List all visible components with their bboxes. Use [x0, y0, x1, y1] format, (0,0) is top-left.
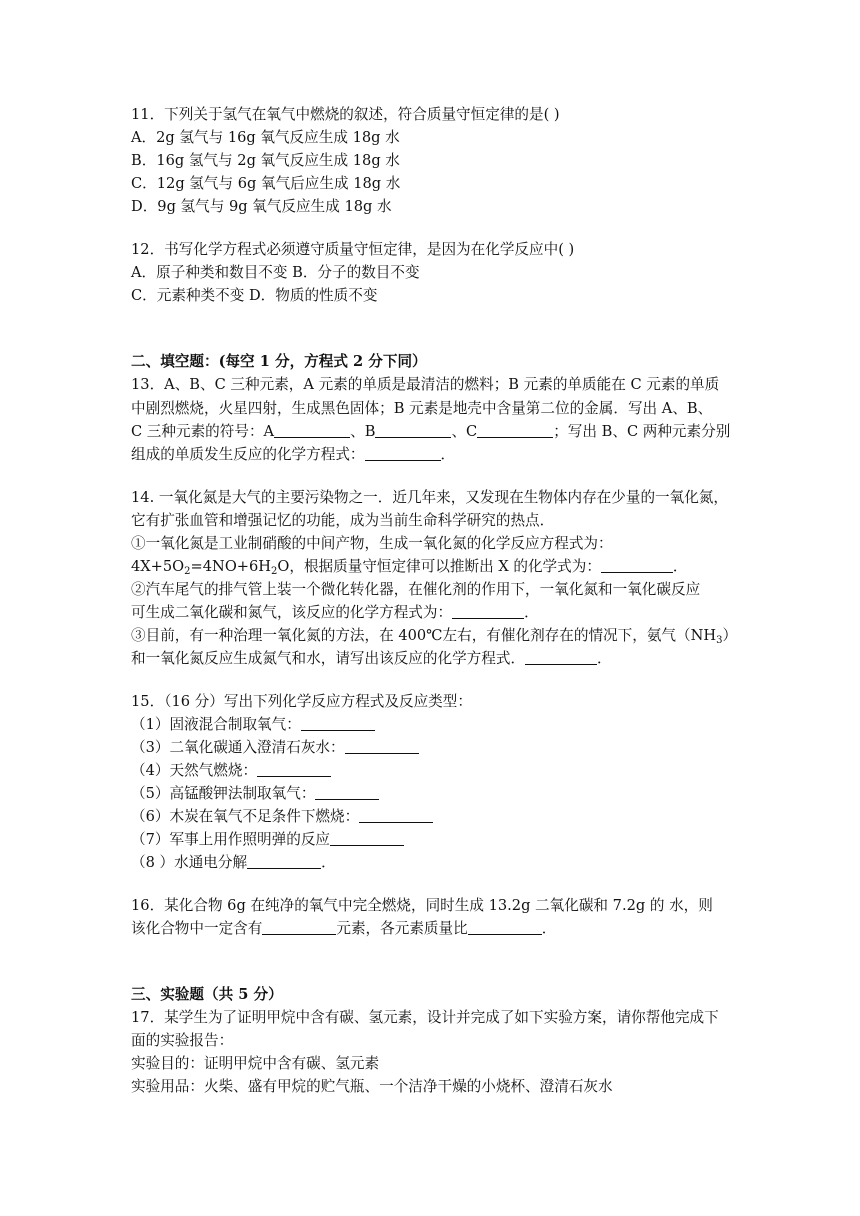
- answer-blank-x-formula[interactable]: [601, 558, 673, 573]
- answer-blank-q15-4[interactable]: [257, 762, 331, 777]
- q14-item-2-line-2: 可生成二氧化碳和氮气，该反应的化学方程式为： ．: [131, 604, 539, 621]
- q15-item: （4）天然气燃烧：: [131, 761, 331, 781]
- q14-line-1: 14. 一氧化氮是大气的主要污染物之一．近几年来，又发现在生物体内存在少量的一氧化氮，: [131, 489, 729, 506]
- q13-line-3: C 三种元素的符号：A 、B 、C ；写出 B、C 两种元素分别: [131, 423, 731, 440]
- q15-item: （8 ）水通电分解 ．: [131, 854, 336, 871]
- q17-line-1: 17．某学生为了证明甲烷中含有碳、氢元素，设计并完成了如下实验方案，请你帮他完成下: [131, 1009, 719, 1026]
- q13-line-2: 中剧烈燃烧，火星四射，生成黑色固体；B 元素是地壳中含量第二位的金属．写出 A、B、: [131, 400, 713, 417]
- answer-blank-q15-5[interactable]: [315, 785, 379, 800]
- q15-stem: 15．（16 分）写出下列化学反应方程式及反应类型：: [131, 693, 472, 710]
- q13-line-1: 13．A、B、C 三种元素，A 元素的单质是最清洁的燃料；B 元素的单质能在 C 元素的单质: [131, 376, 720, 393]
- q11-stem: 11．下列关于氢气在氧气中燃烧的叙述，符合质量守恒定律的是( ): [131, 106, 560, 123]
- q15-item: （5）高锰酸钾法制取氧气：: [131, 784, 379, 804]
- q14-item-3-line-1: ③目前，有一种治理一氧化氮的方法，在 400℃左右，有催化剂存在的情况下，氨气$(NH_3)$: [131, 627, 738, 646]
- q16-line-1: 16．某化合物 6g 在纯净的氧气中完全燃烧，同时生成 13.2g 二氧化碳和 7.2g 的 水，则: [131, 897, 713, 914]
- q14-item-1-equation: $4X+5O_2=4NO+6H_2O$，根据质量守恒定律可以推断出 X 的化学式为： ．: [131, 558, 688, 577]
- answer-blank-q15-6[interactable]: [359, 808, 433, 823]
- section-2-heading: 二、填空题：(每空 1 分，方程式 2 分下同）: [131, 353, 427, 370]
- q14-line-2: 它有扩张血管和增强记忆的功能，成为当前生命科学研究的热点．: [131, 512, 555, 529]
- q17-materials: 实验用品：火柴、盛有甲烷的贮气瓶、一个洁净干燥的小烧杯、澄清石灰水: [131, 1078, 613, 1095]
- answer-blank-elements[interactable]: [262, 920, 336, 935]
- q14-item-3-line-2: 和一氧化氮反应生成氮气和水，请写出该反应的化学方程式． ．: [131, 650, 612, 667]
- answer-blank-q15-8[interactable]: [247, 854, 321, 869]
- q11-option-d: D．9g 氢气与 9g 氧气反应生成 18g 水: [131, 198, 392, 215]
- answer-blank-ammonia-equation[interactable]: [525, 650, 597, 665]
- answer-blank-q15-3[interactable]: [345, 739, 419, 754]
- q12-options-ab: A．原子种类和数目不变 B．分子的数目不变: [131, 264, 420, 281]
- q16-line-2: 该化合物中一定含有 元素，各元素质量比 ．: [131, 920, 557, 937]
- q14-item-1-line-1: ①一氧化氮是工业制硝酸的中间产物，生成一氧化氮的化学反应方程式为：: [131, 535, 613, 552]
- q11-option-b: B．16g 氢气与 2g 氧气反应生成 18g 水: [131, 152, 400, 169]
- q17-purpose: 实验目的：证明甲烷中含有碳、氢元素: [131, 1055, 380, 1072]
- answer-blank-exhaust-equation[interactable]: [452, 604, 524, 619]
- q11-option-a: A．2g 氢气与 16g 氧气反应生成 18g 水: [131, 129, 400, 146]
- answer-blank-q15-1[interactable]: [301, 716, 375, 731]
- answer-blank-a[interactable]: [274, 423, 350, 438]
- q15-item: （3）二氧化碳通入澄清石灰水：: [131, 738, 419, 758]
- q15-item: （7）军事上用作照明弹的反应: [131, 830, 404, 850]
- q17-line-2: 面的实验报告：: [131, 1032, 234, 1049]
- answer-blank-q15-7[interactable]: [330, 831, 404, 846]
- section-3-heading: 三、实验题（共 5 分）: [131, 986, 283, 1003]
- q12-options-cd: C．元素种类不变 D．物质的性质不变: [131, 287, 378, 304]
- answer-blank-equation[interactable]: [365, 446, 441, 461]
- q11-option-c: C．12g 氢气与 6g 氧气后应生成 18g 水: [131, 175, 401, 192]
- q13-line-4: 组成的单质发生反应的化学方程式： ．: [131, 446, 456, 463]
- answer-blank-b[interactable]: [375, 423, 451, 438]
- q15-item: （1）固液混合制取氧气：: [131, 715, 375, 735]
- answer-blank-mass-ratio[interactable]: [468, 920, 542, 935]
- answer-blank-c[interactable]: [477, 423, 553, 438]
- q12-stem: 12．书写化学方程式必须遵守质量守恒定律，是因为在化学反应中( ): [131, 241, 575, 258]
- q15-item: （6）木炭在氧气不足条件下燃烧：: [131, 807, 433, 827]
- q14-item-2-line-1: ②汽车尾气的排气管上装一个微化转化器，在催化剂的作用下，一氧化氮和一氧化碳反应: [131, 581, 701, 598]
